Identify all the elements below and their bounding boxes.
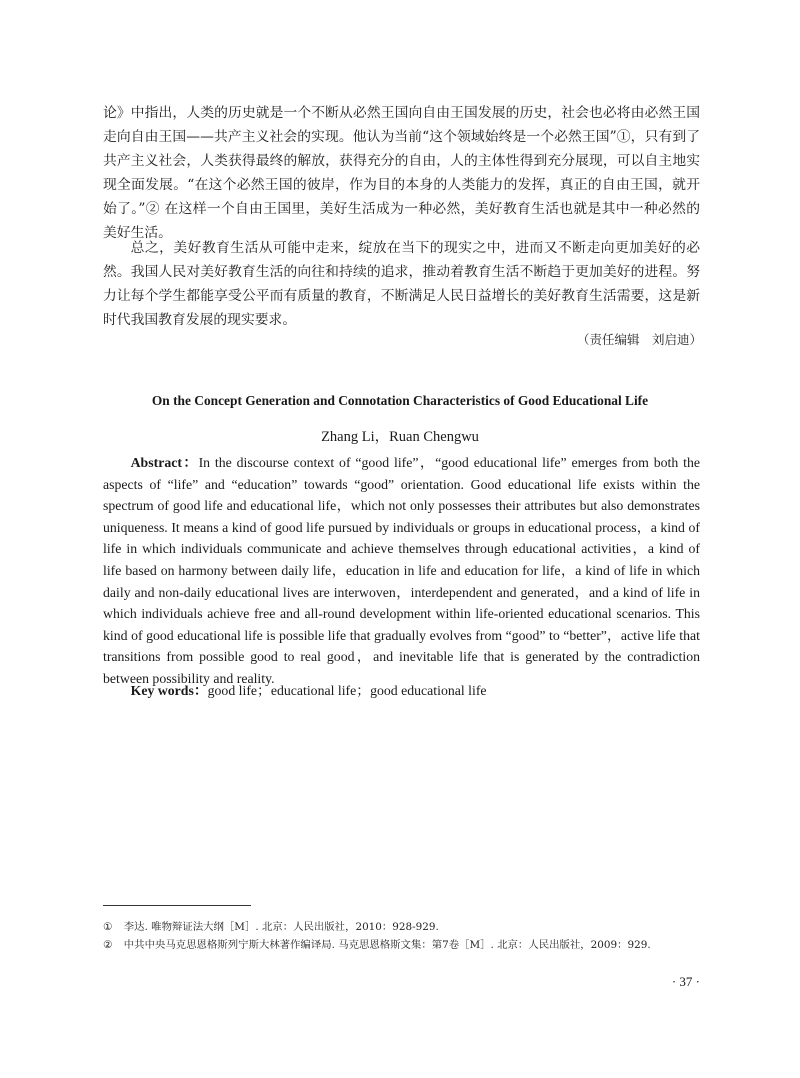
footnote-2-mark: ② [103,939,113,951]
english-authors: Zhang Li，Ruan Chengwu [321,429,479,445]
footnote-1-mark: ① [103,921,113,933]
keywords-text: good life；educational life；good educational life [207,683,487,698]
english-abstract [103,452,700,690]
body-paragraph-1: 论》中指出，人类的历史就是一个不断从必然王国向自由王国发展的历史，社会也必将由必然王国走向自由王国——共产主义社会的实现。他认为当前“这个领域始终是一个必然王国”①，只有到了共产主义社会，人类获得最终的解放，获得充分的自由，人的主体性得到充分展现，可以自主地实现全面发展。“在这个必然王国的彼岸，作为目的本身的人类能力的发挥，真正的自由王国，就开始了。”② 在这样一个自由王国里，美好生活成为一种必然，美好教育生活也就是其中一种必然的美好生活。 [103,105,700,241]
abstract-text: In the discourse context of “good life”，“good educational life” emerges from both the aspects of “life” and “education” towards “good” orientation. Good educational life exists within the spectrum of good life and educational life，which not only possesses their attributes but also demonstrates uniqueness. It means a kind of good life pursued by individuals or groups in educational process，a kind of life in which individuals communicate and achieve themselves through educational activities，a kind of life based on harmony between daily life，education in life and education for life，a kind of life in which daily and non-daily educational lives are interwoven，interdependent and generated，and a kind of life in which individuals achieve free and all-round development within life-oriented educational scenarios. This kind of good educational life is possible life that gradually evolves from “good” to “better”，active life that transitions from possible good to real good，and inevitable life that is generated by the contradiction between possibility and reality. [103,455,700,686]
footnote-2 [103,936,700,954]
page-number: · 37 · [671,974,700,989]
footnote-1-text: 李达. 唯物辩证法大纲［M］. 北京：人民出版社，2010：928-929. [123,921,439,933]
footnote-2-text: 中共中央马克思恩格斯列宁斯大林著作编译局. 马克思恩格斯文集：第7卷［M］. 北京：人民出版社，2009：929. [123,939,651,951]
footnote-divider [103,905,251,906]
english-keywords [103,680,700,702]
editor-note: （责任编辑 刘启迪） [576,332,702,347]
body-paragraph-2: 总之，美好教育生活从可能中走来，绽放在当下的现实之中，进而又不断走向更加美好的必然。我国人民对美好教育生活的向往和持续的追求，推动着教育生活不断趋于更加美好的进程。努力让每个学生都能享受公平而有质量的教育，不断满足人民日益增长的美好教育生活需要，这是新时代我国教育发展的现实要求。 [103,240,700,328]
footnote-1 [103,918,700,936]
english-title: On the Concept Generation and Connotation Characteristics of Good Educational Life [151,393,649,408]
keywords-label: Key words： [130,683,208,698]
abstract-label: Abstract： [130,455,199,470]
